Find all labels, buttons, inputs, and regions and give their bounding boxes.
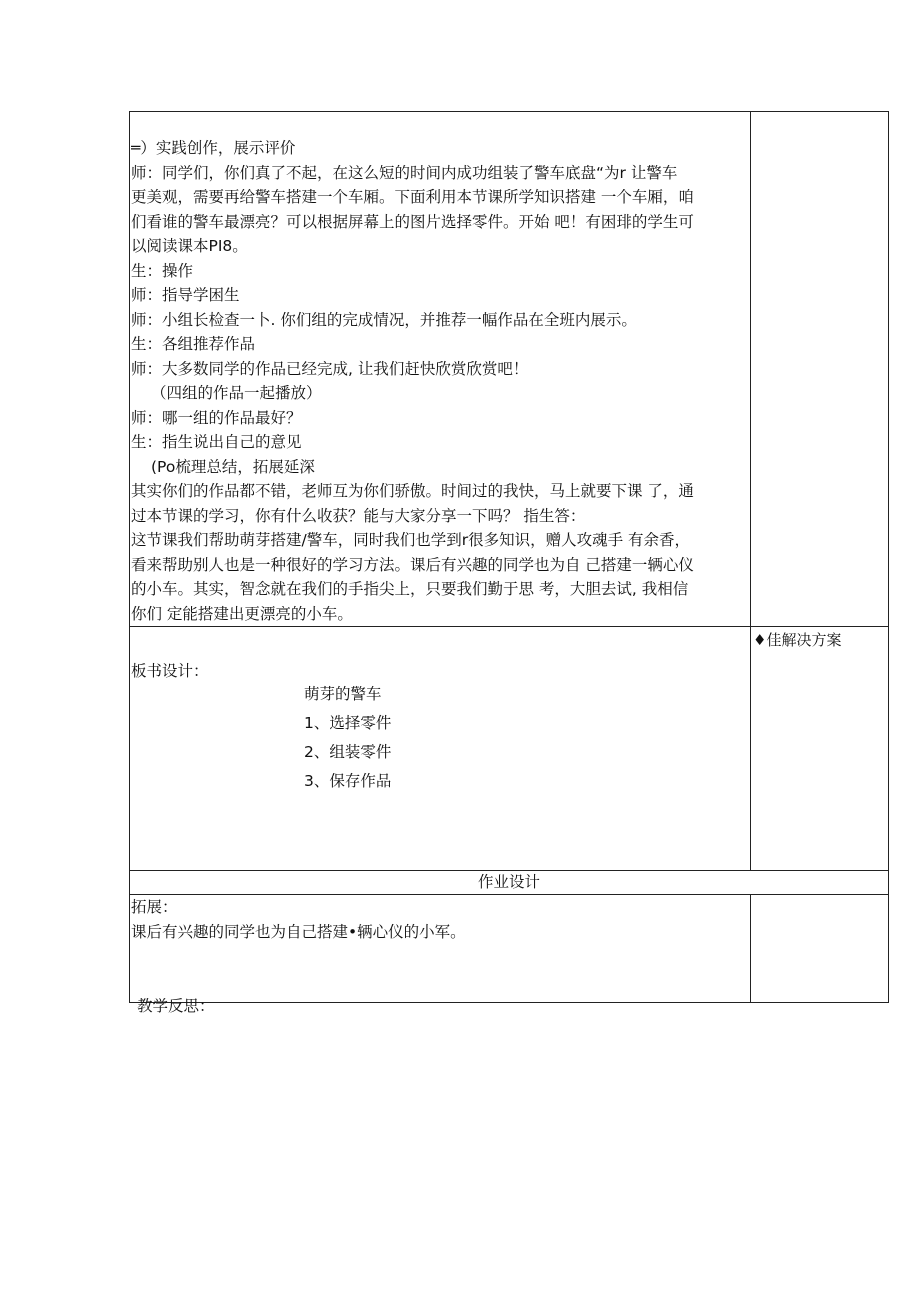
text-line: （四组的作品一起播放） <box>151 384 322 402</box>
practice-section-cell <box>130 112 751 626</box>
homework-cell <box>130 895 751 1002</box>
homework-text: 课后有兴趣的同学也为自己搭建•辆心仪的小军。 <box>131 922 466 941</box>
text-line: 以阅读课本PI8。 <box>131 237 248 255</box>
lesson-plan-table <box>129 111 889 1003</box>
text-line: 看来帮助别人也是一种很好的学习方法。课后有兴趣的同学也为自 己搭建一辆心仪 <box>131 555 694 574</box>
text-line: 过本节课的学习，你有什么收获？能与大家分享一下吗？ 指生答： <box>131 506 586 525</box>
board-title: 萌芽的警车 <box>304 685 382 703</box>
board-item: 2、组装零件 <box>304 743 392 761</box>
homework-row <box>130 894 888 1002</box>
practice-side-cell <box>751 112 888 626</box>
best-solution-label: ♦佳解决方案 <box>753 631 842 649</box>
board-item: 3、保存作品 <box>304 772 392 790</box>
homework-header: 作业设计 <box>130 870 888 894</box>
text-line: 师：大多数同学的作品已经完成, 让我们赶快欣赏欣赏吧！ <box>131 359 529 378</box>
text-line: 你们 定能搭建出更漂亮的小车。 <box>131 604 353 623</box>
text-line: 的小车。其实，智念就在我们的手指尖上，只要我们勤于思 考，大胆去试, 我相信 <box>131 580 689 598</box>
board-design-label: 板书设计： <box>131 662 209 680</box>
board-design-row <box>130 626 888 870</box>
text-line: 师：哪一组的作品最好？ <box>131 408 302 427</box>
homework-side-cell <box>751 895 888 1002</box>
text-line: (Po梳理总结，拓展延深 <box>151 457 315 476</box>
text-line: 们看谁的警车最漂亮？可以根据屏幕上的图片选择零件。开始 吧！有困琲的学生可 <box>131 212 694 231</box>
text-line: ═）实践创作，展示评价 <box>131 139 296 157</box>
text-line: 更美观，需要再给警车搭建一个车厢。下面利用本节课所学知识搭建 一个车厢，咱 <box>131 188 694 206</box>
board-item: 1、选择零件 <box>304 714 392 732</box>
board-design-cell <box>130 627 751 870</box>
text-line: 师：指导学困生 <box>131 286 240 304</box>
text-line: 生：各组推荐作品 <box>131 335 256 353</box>
text-line: 其实你们的作品都不错，老师互为你们骄傲。时间过的我快，马上就要下课 了，通 <box>131 482 694 500</box>
text-line: 师：小组长检查一卜. 你们组的完成情况，并推荐一幅作品在全班内展示。 <box>131 310 637 329</box>
practice-section-row <box>130 112 888 626</box>
text-line: 师：同学们，你们真了不起，在这么短的时间内成功组装了警车底盘“为r 让警车 <box>131 163 678 182</box>
teaching-reflection-label: 教学反思： <box>137 997 215 1015</box>
text-line: 生：操作 <box>131 261 194 280</box>
text-line: 生：指生说出自己的意见 <box>131 433 302 451</box>
text-line: 这节课我们帮助萌芽搭建/警车，同时我们也学到r很多知识，赠人攻魂手 有余香， <box>131 531 691 549</box>
homework-extension-label: 拓展： <box>131 898 178 916</box>
practice-section-text <box>130 112 750 626</box>
